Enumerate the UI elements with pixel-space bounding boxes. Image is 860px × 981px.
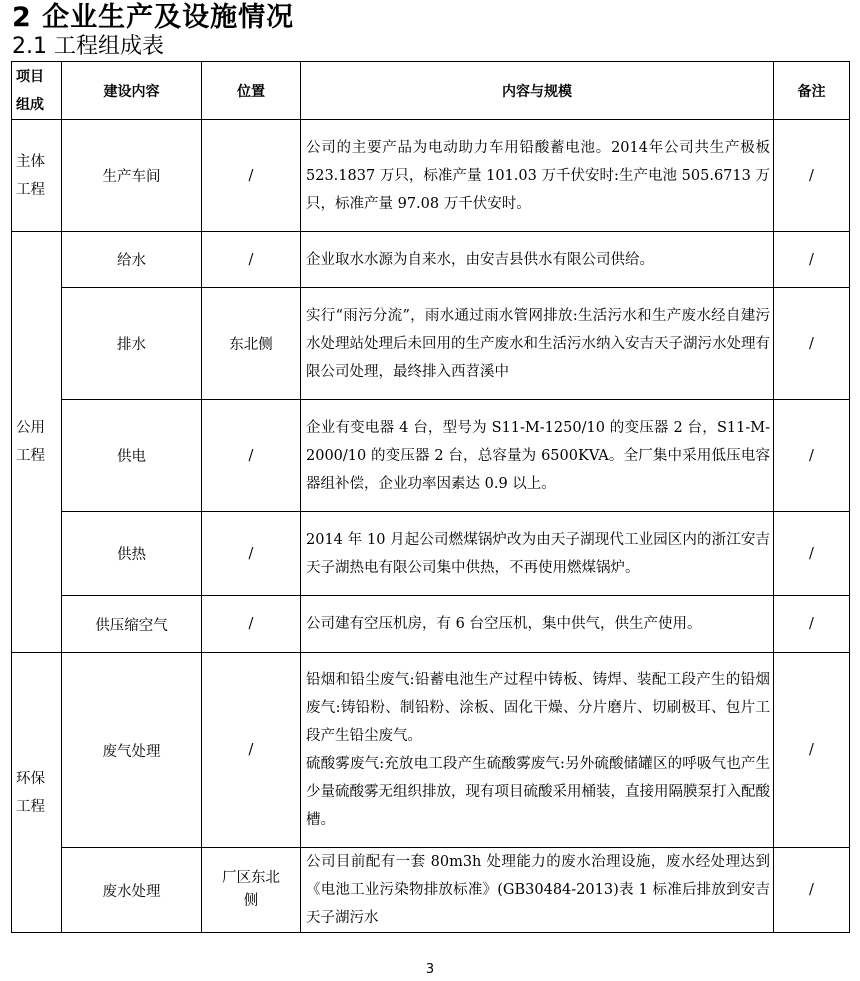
group-line1: 公用 [16, 420, 45, 436]
table-row [12, 512, 850, 596]
scale-text: 公司的主要产品为电动助力车用铅酸蓄电池。2014年公司共生产极板 523.1837 万只，标准产量 101.03 万千伏安时:生产电池 505.6713 万只，标准产量 97.08 万千伏安时。 [306, 139, 770, 212]
scale-text-2: 硫酸雾废气:充放电工段产生硫酸雾废气:另外硫酸储罐区的呼吸气也产生少量硫酸雾无组织排放，现有项目硫酸采用桶装，直接用隔膜泵打入配酸槽。 [306, 756, 770, 828]
remark-cell: / [774, 596, 850, 653]
table-row [12, 848, 850, 933]
group-line2: 工程 [16, 181, 45, 198]
scale-cell [301, 120, 774, 232]
location-line2: 侧 [243, 893, 259, 909]
group-line2: 工程 [16, 448, 45, 464]
group-cell-utility [12, 232, 62, 653]
scale-cell [301, 400, 774, 512]
header-remark: 备注 [774, 62, 850, 120]
header-construction: 建设内容 [62, 62, 202, 120]
remark-cell: / [774, 232, 850, 288]
scale-cell [301, 512, 774, 596]
scale-text: 公司建有空压机房，有 6 台空压机，集中供气，供生产使用。 [306, 616, 702, 632]
scale-text: 企业有变电器 4 台，型号为 S11-M-1250/10 的变压器 2 台，S11-M-2000/10 的变压器 2 台，总容量为 6500KVA。全厂集中采用低压电容器组补偿，企业功率因素达 0.9 以上。 [306, 419, 770, 492]
header-group-line2: 组成 [16, 96, 44, 113]
table-row [12, 596, 850, 653]
remark-cell: / [774, 400, 850, 512]
location-line1: 厂区东北 [222, 870, 280, 886]
location-cell: 东北侧 [202, 288, 301, 400]
group-line2: 工程 [16, 798, 45, 815]
header-group [12, 62, 62, 120]
location-cell: / [202, 400, 301, 512]
table-row [12, 400, 850, 512]
scale-cell [301, 848, 774, 933]
construction-cell: 供压缩空气 [62, 596, 202, 653]
construction-cell: 供电 [62, 400, 202, 512]
remark-cell: / [774, 120, 850, 232]
scale-cell [301, 653, 774, 848]
location-cell [202, 848, 301, 933]
group-line1: 主体 [16, 153, 45, 170]
location-cell: / [202, 120, 301, 232]
header-location: 位置 [202, 62, 301, 120]
subsection-heading: 2.1 工程组成表 [12, 34, 164, 59]
group-cell-environmental [12, 653, 62, 933]
group-line1: 环保 [16, 770, 45, 787]
table-row [12, 232, 850, 288]
construction-cell: 废水处理 [62, 848, 202, 933]
construction-cell: 排水 [62, 288, 202, 400]
location-cell: / [202, 512, 301, 596]
table-row [12, 653, 850, 848]
scale-cell [301, 596, 774, 653]
scale-cell [301, 288, 774, 400]
scale-text: 2014 年 10 月起公司燃煤锅炉改为由天子湖现代工业园区内的浙江安吉天子湖热电有限公司集中供热，不再使用燃煤锅炉。 [306, 531, 770, 576]
scale-text: 企业取水水源为自来水，由安吉县供水有限公司供给。 [306, 251, 654, 268]
remark-cell: / [774, 288, 850, 400]
remark-cell: / [774, 848, 850, 933]
scale-text: 实行“雨污分流”，雨水通过雨水管网排放:生活污水和生产废水经自建污水处理站处理后未回用的生产废水和生活污水纳入安吉天子湖污水处理有限公司处理，最终排入西苕溪中 [306, 307, 770, 380]
table-row [12, 120, 850, 232]
location-cell: / [202, 596, 301, 653]
remark-cell: / [774, 653, 850, 848]
construction-cell: 供热 [62, 512, 202, 596]
section-heading: 2 企业生产及设施情况 [12, 2, 295, 33]
header-group-line1: 项目 [16, 68, 44, 85]
project-composition-table [11, 61, 850, 933]
location-cell: / [202, 232, 301, 288]
scale-cell [301, 232, 774, 288]
construction-cell: 给水 [62, 232, 202, 288]
table-row [12, 288, 850, 400]
group-cell-main [12, 120, 62, 232]
table-header-row [12, 62, 850, 120]
scale-text: 公司目前配有一套 80m3h 处理能力的废水治理设施，废水经处理达到《电池工业污染物排放标准》(GB30484-2013)表 1 标准后排放到安吉天子湖污水 [306, 854, 770, 926]
location-cell: / [202, 653, 301, 848]
construction-cell: 生产车间 [62, 120, 202, 232]
remark-cell: / [774, 512, 850, 596]
construction-cell: 废气处理 [62, 653, 202, 848]
page-number: 3 [425, 962, 435, 977]
scale-text: 铅烟和铅尘废气:铅蓄电池生产过程中铸板、铸焊、装配工段产生的铅烟废气:铸铅粉、制铅粉、涂板、固化干燥、分片磨片、切刷极耳、包片工段产生铅尘废气。 [306, 672, 770, 744]
header-scale: 内容与规模 [301, 62, 774, 120]
